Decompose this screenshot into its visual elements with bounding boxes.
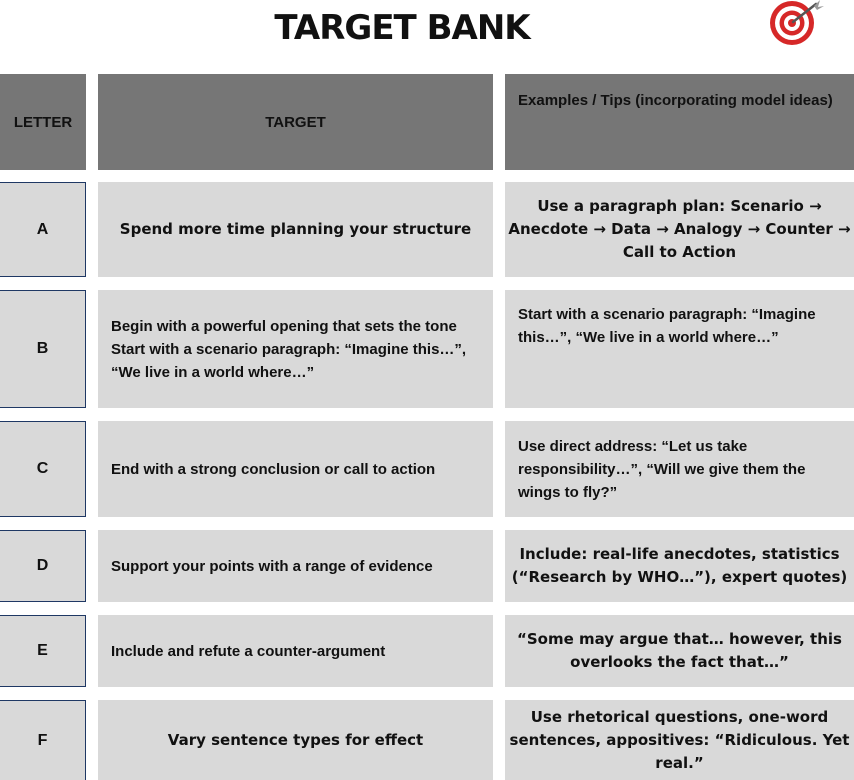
row-letter: A bbox=[0, 182, 86, 277]
row-target: Spend more time planning your structure bbox=[98, 182, 493, 277]
header-target: TARGET bbox=[98, 74, 493, 170]
row-letter: C bbox=[0, 421, 86, 517]
target-dart-icon bbox=[768, 0, 824, 50]
row-tip: Use direct address: “Let us take responsibility…”, “Will we give them the wings to fly?” bbox=[505, 421, 854, 517]
row-target: End with a strong conclusion or call to action bbox=[98, 421, 493, 517]
table-row bbox=[0, 182, 854, 277]
table-header-row bbox=[0, 74, 854, 170]
row-letter: F bbox=[0, 700, 86, 780]
row-tip: Start with a scenario paragraph: “Imagine this…”, “We live in a world where…” bbox=[505, 290, 854, 408]
table-row bbox=[0, 290, 854, 408]
row-target: Support your points with a range of evidence bbox=[98, 530, 493, 602]
table-row bbox=[0, 421, 854, 517]
row-tip: Use a paragraph plan: Scenario → Anecdote → Data → Analogy → Counter → Call to Action bbox=[505, 182, 854, 277]
page-title: TARGET BANK bbox=[274, 8, 530, 48]
row-target: Vary sentence types for effect bbox=[98, 700, 493, 780]
table-row bbox=[0, 530, 854, 602]
row-tip: Use rhetorical questions, one-word sentences, appositives: “Ridiculous. Yet real.” bbox=[505, 700, 854, 780]
row-letter: E bbox=[0, 615, 86, 687]
row-tip: “Some may argue that… however, this overlooks the fact that…” bbox=[505, 615, 854, 687]
row-target: Begin with a powerful opening that sets the tone Start with a scenario paragraph: “Imagine this…”, “We live in a world where…” bbox=[98, 290, 493, 408]
table-row bbox=[0, 615, 854, 687]
row-target: Include and refute a counter-argument bbox=[98, 615, 493, 687]
header-tips: Examples / Tips (incorporating model ideas) bbox=[505, 74, 854, 170]
table-row bbox=[0, 700, 854, 780]
row-letter: D bbox=[0, 530, 86, 602]
row-tip: Include: real-life anecdotes, statistics (“Research by WHO…”), expert quotes) bbox=[505, 530, 854, 602]
header-letter: LETTER bbox=[0, 74, 86, 170]
row-letter: B bbox=[0, 290, 86, 408]
